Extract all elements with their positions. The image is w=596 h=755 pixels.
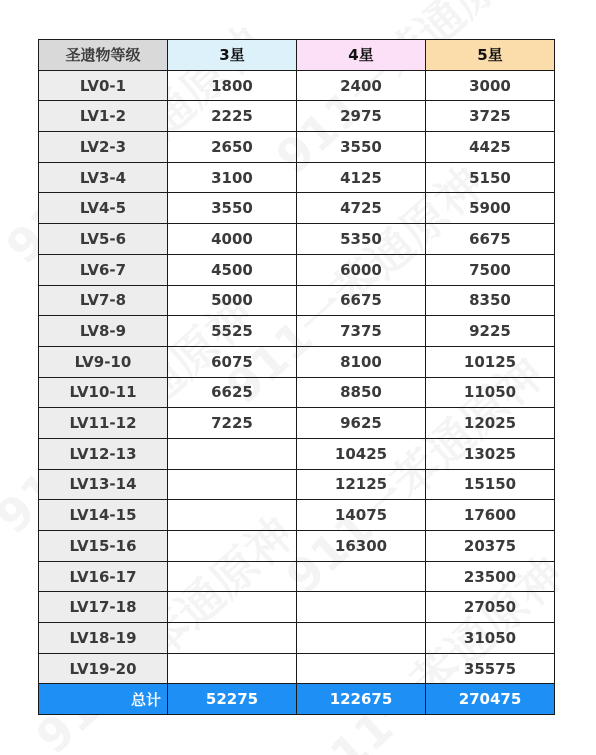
level-cell: LV15-16: [39, 531, 168, 562]
exp-5-star-cell: 27050: [426, 592, 555, 623]
exp-4-star-cell: 6675: [297, 285, 426, 316]
level-cell: LV19-20: [39, 653, 168, 684]
level-cell: LV1-2: [39, 101, 168, 132]
exp-3-star-cell: [168, 531, 297, 562]
header-4-star: 4星: [297, 40, 426, 71]
level-cell: LV2-3: [39, 132, 168, 163]
table-row: [39, 346, 555, 377]
exp-3-star-cell: 3100: [168, 162, 297, 193]
exp-3-star-cell: [168, 653, 297, 684]
exp-4-star-cell: [297, 623, 426, 654]
exp-3-star-cell: 5525: [168, 316, 297, 347]
level-cell: LV13-14: [39, 469, 168, 500]
total-5-star: 270475: [426, 684, 555, 715]
exp-3-star-cell: [168, 469, 297, 500]
level-cell: LV0-1: [39, 70, 168, 101]
total-3-star: 52275: [168, 684, 297, 715]
table-row: [39, 70, 555, 101]
level-cell: LV7-8: [39, 285, 168, 316]
exp-3-star-cell: [168, 438, 297, 469]
header-3-star: 3星: [168, 40, 297, 71]
table-row: [39, 193, 555, 224]
exp-4-star-cell: 2400: [297, 70, 426, 101]
table-row: [39, 162, 555, 193]
exp-3-star-cell: 4500: [168, 254, 297, 285]
exp-5-star-cell: 4425: [426, 132, 555, 163]
exp-5-star-cell: 23500: [426, 561, 555, 592]
exp-3-star-cell: 6625: [168, 377, 297, 408]
exp-5-star-cell: 3725: [426, 101, 555, 132]
exp-5-star-cell: 12025: [426, 408, 555, 439]
exp-4-star-cell: 8850: [297, 377, 426, 408]
level-cell: LV11-12: [39, 408, 168, 439]
exp-4-star-cell: 5350: [297, 224, 426, 255]
artifact-exp-table: [38, 39, 555, 715]
exp-3-star-cell: 5000: [168, 285, 297, 316]
exp-5-star-cell: 5900: [426, 193, 555, 224]
exp-4-star-cell: 12125: [297, 469, 426, 500]
table-row: [39, 377, 555, 408]
exp-5-star-cell: 31050: [426, 623, 555, 654]
exp-3-star-cell: 1800: [168, 70, 297, 101]
exp-4-star-cell: 8100: [297, 346, 426, 377]
header-row: [39, 40, 555, 71]
level-cell: LV6-7: [39, 254, 168, 285]
table-row: [39, 285, 555, 316]
exp-4-star-cell: 10425: [297, 438, 426, 469]
exp-5-star-cell: 9225: [426, 316, 555, 347]
level-cell: LV18-19: [39, 623, 168, 654]
table-row: [39, 561, 555, 592]
total-4-star: 122675: [297, 684, 426, 715]
exp-5-star-cell: 3000: [426, 70, 555, 101]
table-row: [39, 531, 555, 562]
exp-4-star-cell: 6000: [297, 254, 426, 285]
exp-4-star-cell: [297, 561, 426, 592]
level-cell: LV3-4: [39, 162, 168, 193]
exp-4-star-cell: 14075: [297, 500, 426, 531]
exp-4-star-cell: [297, 592, 426, 623]
exp-5-star-cell: 13025: [426, 438, 555, 469]
level-cell: LV4-5: [39, 193, 168, 224]
exp-5-star-cell: 17600: [426, 500, 555, 531]
total-row: [39, 684, 555, 715]
exp-5-star-cell: 15150: [426, 469, 555, 500]
table-row: [39, 408, 555, 439]
exp-5-star-cell: 11050: [426, 377, 555, 408]
exp-5-star-cell: 8350: [426, 285, 555, 316]
exp-4-star-cell: [297, 653, 426, 684]
exp-3-star-cell: [168, 500, 297, 531]
level-cell: LV16-17: [39, 561, 168, 592]
table-row: [39, 469, 555, 500]
exp-4-star-cell: 4125: [297, 162, 426, 193]
level-cell: LV9-10: [39, 346, 168, 377]
level-cell: LV8-9: [39, 316, 168, 347]
exp-3-star-cell: 4000: [168, 224, 297, 255]
exp-3-star-cell: 7225: [168, 408, 297, 439]
exp-4-star-cell: 9625: [297, 408, 426, 439]
table-row: [39, 653, 555, 684]
exp-5-star-cell: 10125: [426, 346, 555, 377]
exp-4-star-cell: 3550: [297, 132, 426, 163]
exp-3-star-cell: [168, 592, 297, 623]
table-row: [39, 438, 555, 469]
table-row: [39, 623, 555, 654]
exp-4-star-cell: 16300: [297, 531, 426, 562]
exp-5-star-cell: 5150: [426, 162, 555, 193]
level-cell: LV12-13: [39, 438, 168, 469]
table-row: [39, 500, 555, 531]
table-row: [39, 224, 555, 255]
exp-5-star-cell: 20375: [426, 531, 555, 562]
exp-5-star-cell: 6675: [426, 224, 555, 255]
exp-5-star-cell: 7500: [426, 254, 555, 285]
header-level-label: 圣遗物等级: [39, 40, 168, 71]
exp-4-star-cell: 4725: [297, 193, 426, 224]
exp-3-star-cell: 6075: [168, 346, 297, 377]
exp-3-star-cell: [168, 623, 297, 654]
table-row: [39, 592, 555, 623]
level-cell: LV5-6: [39, 224, 168, 255]
exp-3-star-cell: 2650: [168, 132, 297, 163]
table-row: [39, 316, 555, 347]
level-cell: LV14-15: [39, 500, 168, 531]
table-row: [39, 254, 555, 285]
level-cell: LV10-11: [39, 377, 168, 408]
exp-3-star-cell: 2225: [168, 101, 297, 132]
exp-5-star-cell: 35575: [426, 653, 555, 684]
header-5-star: 5星: [426, 40, 555, 71]
table-row: [39, 132, 555, 163]
table-row: [39, 101, 555, 132]
exp-3-star-cell: 3550: [168, 193, 297, 224]
exp-4-star-cell: 2975: [297, 101, 426, 132]
level-cell: LV17-18: [39, 592, 168, 623]
exp-3-star-cell: [168, 561, 297, 592]
total-label: 总计: [39, 684, 168, 715]
exp-4-star-cell: 7375: [297, 316, 426, 347]
